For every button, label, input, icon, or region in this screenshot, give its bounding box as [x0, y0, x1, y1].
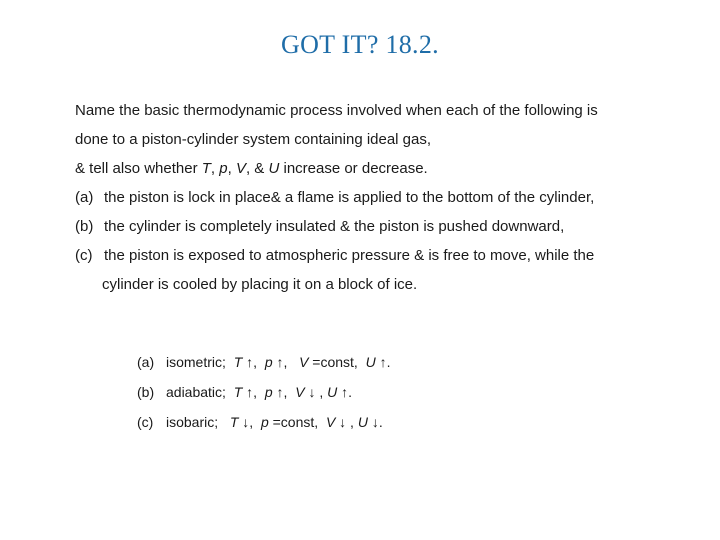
question-line-3-end: increase or decrease. — [279, 160, 428, 177]
answer-process-b: adiabatic; — [166, 384, 226, 400]
question-line-3-intro: & tell also whether — [75, 160, 202, 177]
var-p: p — [264, 354, 273, 370]
arrow-up-icon: ↑ — [246, 384, 254, 400]
answer-b: (b) adiabatic; T ↑, p ↑, V ↓ , U ↑. — [137, 384, 353, 400]
arrow-down-icon: ↓ — [242, 414, 250, 430]
var-p: p — [264, 384, 273, 400]
constant-text: =const, — [268, 414, 319, 430]
var-p: p — [260, 414, 269, 430]
question-item-b — [75, 218, 564, 235]
var-u: U — [268, 160, 280, 177]
question-line-2: done to a piston-cylinder system containing ideal gas, — [75, 131, 432, 148]
separator-amp: , & — [245, 160, 269, 177]
var-u: U — [357, 414, 368, 430]
slide-title: GOT IT? 18.2. — [281, 30, 439, 59]
answer-a: (a) isometric; T ↑, p ↑, V =const, U ↑. — [137, 354, 391, 370]
var-v: V — [325, 414, 336, 430]
var-v: V — [299, 354, 309, 370]
period: . — [386, 354, 391, 370]
var-v: V — [295, 384, 305, 400]
arrow-down-icon: ↓ — [371, 414, 379, 430]
arrow-up-icon: ↑ — [276, 354, 284, 370]
var-t: T — [201, 160, 211, 177]
separator: , — [210, 160, 220, 177]
answer-process-c: isobaric; — [166, 414, 219, 430]
arrow-up-icon: ↑ — [341, 384, 349, 400]
period: . — [348, 384, 353, 400]
item-label-b: (b) — [75, 218, 94, 235]
constant-text: =const, — [308, 354, 358, 370]
answer-label-b: (b) — [137, 384, 155, 400]
var-u: U — [327, 384, 338, 400]
arrow-down-icon: ↓ — [339, 414, 347, 430]
var-p: p — [219, 160, 228, 177]
answer-process-a: isometric; — [166, 354, 226, 370]
arrow-down-icon: ↓ — [308, 384, 316, 400]
answer-label-a: (a) — [137, 354, 155, 370]
var-t: T — [229, 414, 239, 430]
item-text-c: the piston is exposed to atmospheric pressure & is free to move, while the — [104, 247, 595, 264]
item-text-a: the piston is lock in place& a flame is applied to the bottom of the cylinder, — [104, 189, 595, 206]
answer-c: (c) isobaric; T ↓, p =const, V ↓ , U ↓. — [137, 414, 383, 430]
period: . — [378, 414, 383, 430]
var-t: T — [233, 354, 243, 370]
item-text-b: the cylinder is completely insulated & the piston is pushed downward, — [104, 218, 565, 235]
answer-label-c: (c) — [137, 414, 154, 430]
question-item-a — [75, 189, 594, 206]
var-u: U — [365, 354, 376, 370]
item-label-c: (c) — [75, 247, 93, 264]
arrow-up-icon: ↑ — [246, 354, 254, 370]
question-item-c — [75, 247, 594, 264]
separator: , — [227, 160, 236, 177]
item-label-a: (a) — [75, 189, 94, 206]
var-v: V — [235, 160, 246, 177]
question-item-c-continued: cylinder is cooled by placing it on a block of ice. — [102, 276, 418, 293]
question-line-1: Name the basic thermodynamic process involved when each of the following is — [75, 102, 598, 119]
arrow-up-icon: ↑ — [276, 384, 284, 400]
question-line-3 — [75, 160, 428, 177]
arrow-up-icon: ↑ — [379, 354, 387, 370]
var-t: T — [233, 384, 243, 400]
